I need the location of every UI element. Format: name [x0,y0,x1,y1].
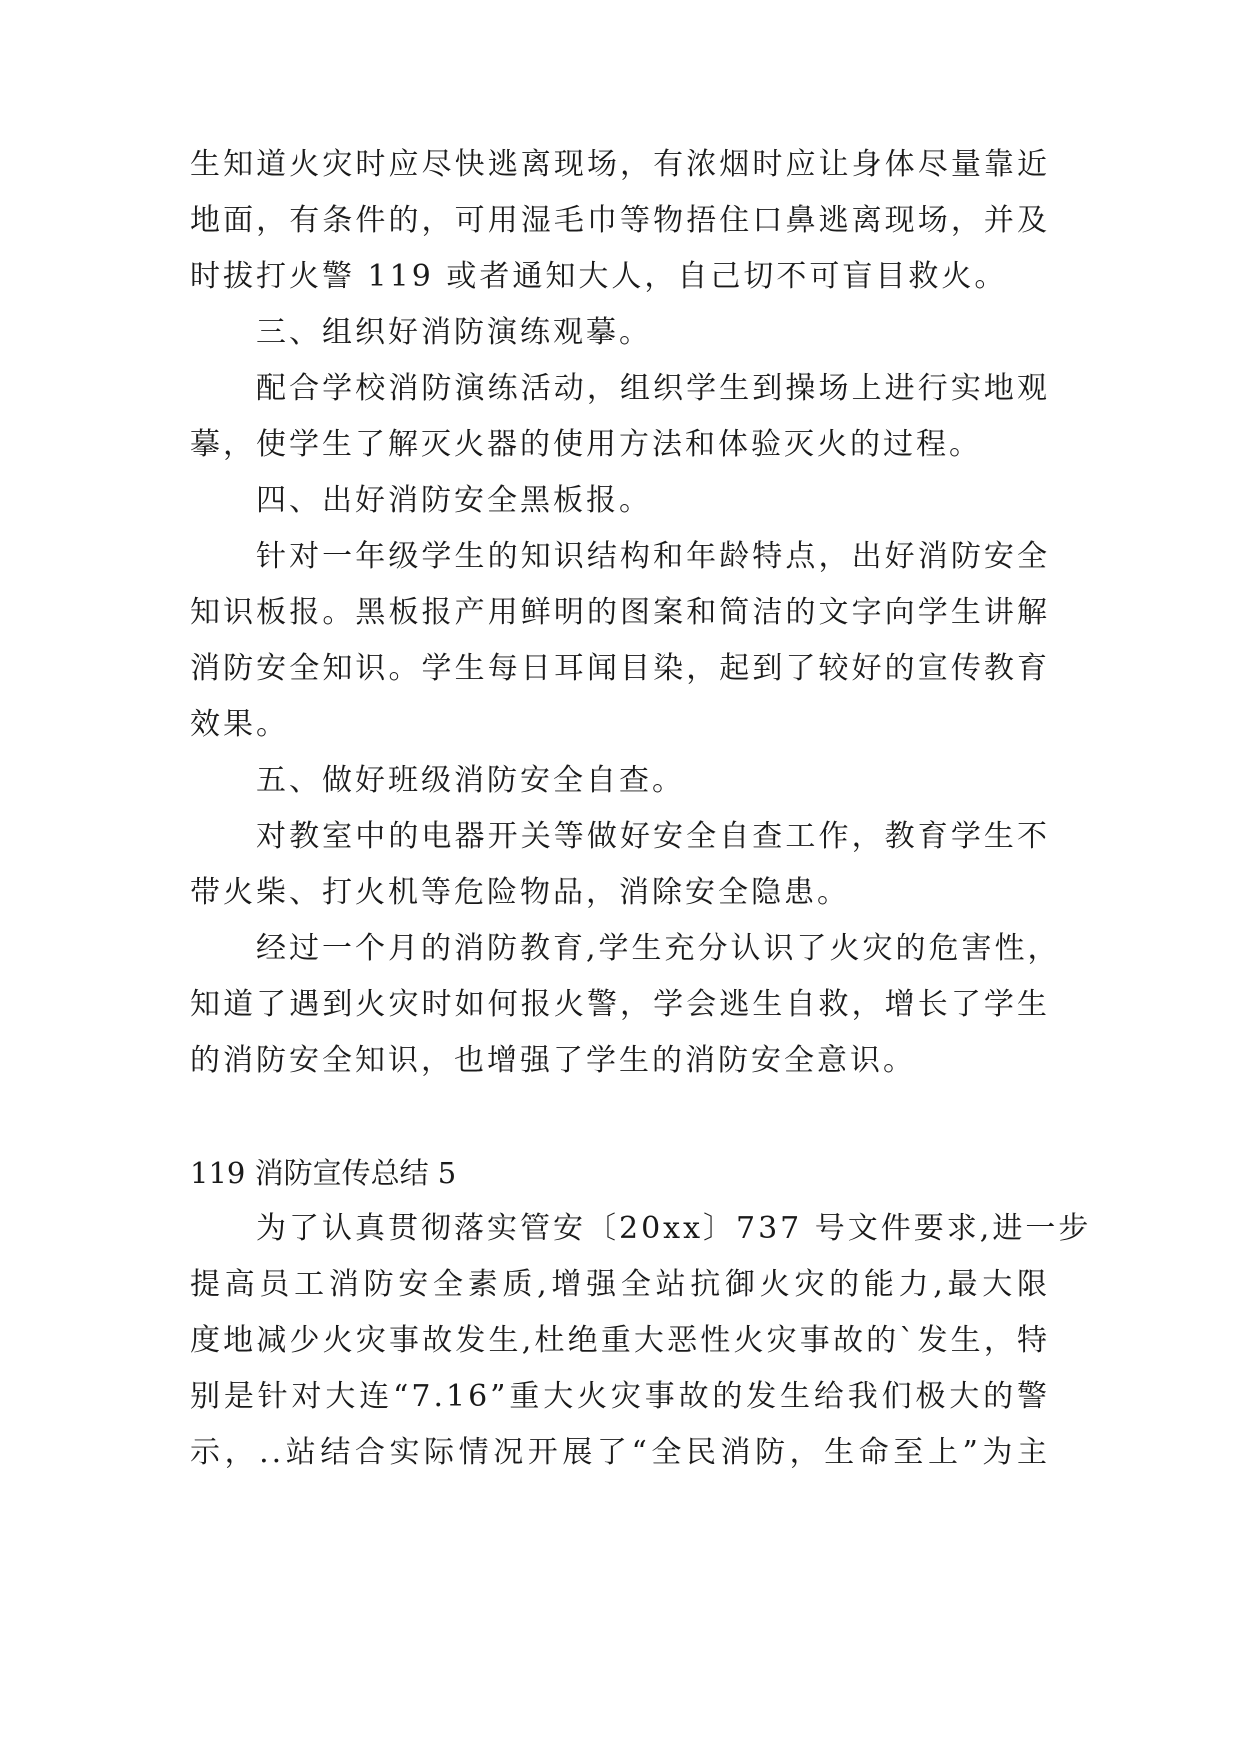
text-line: 针对一年级学生的知识结构和年龄特点，出好消防安全 [256,539,1050,574]
text-line: 生知道火灾时应尽快逃离现场，有浓烟时应让身体尽量靠近 [190,147,1050,182]
text-line: 时拔打火警 119 或者通知大人，自己切不可盲目救火。 [190,259,1008,294]
text-line: 带火柴、打火机等危险物品，消除安全隐患。 [190,875,850,910]
section-heading: 119 消防宣传总结 5 [190,1156,457,1190]
text-line: 的消防安全知识，也增强了学生的消防安全意识。 [190,1043,916,1078]
subheading-five: 五、做好班级消防安全自查。 [256,763,685,798]
text-line: 为了认真贯彻落实管安〔20xx〕737 号文件要求,进一步 [256,1211,1092,1246]
text-line: 配合学校消防演练活动，组织学生到操场上进行实地观 [256,371,1050,406]
text-line: 对教室中的电器开关等做好安全自查工作，教育学生不 [256,819,1050,854]
text-line: 摹，使学生了解灭火器的使用方法和体验灭火的过程。 [190,427,982,462]
text-line: 知道了遇到火灾时如何报火警，学会逃生自救，增长了学生 [190,987,1050,1022]
text-line: 经过一个月的消防教育,学生充分认识了火灾的危害性， [256,931,1061,966]
text-line: 效果。 [190,707,289,742]
text-line: 消防安全知识。学生每日耳闻目染，起到了较好的宣传教育 [190,651,1050,686]
text-line: 地面，有条件的，可用湿毛巾等物捂住口鼻逃离现场，并及 [190,203,1050,238]
text-line: 别是针对大连“7.16”重大火灾事故的发生给我们极大的警 [190,1379,1050,1414]
text-line: 度地减少火灾事故发生,杜绝重大恶性火灾事故的`发生，特 [190,1323,1050,1358]
text-line: 知识板报。黑板报产用鲜明的图案和简洁的文字向学生讲解 [190,595,1050,630]
text-line: 提高员工消防安全素质,增强全站抗御火灾的能力,最大限 [190,1267,1050,1302]
subheading-four: 四、出好消防安全黑板报。 [256,483,652,518]
text-line: 示，..站结合实际情况开展了“全民消防，生命至上”为主 [190,1435,1050,1470]
subheading-three: 三、组织好消防演练观摹。 [256,315,652,350]
